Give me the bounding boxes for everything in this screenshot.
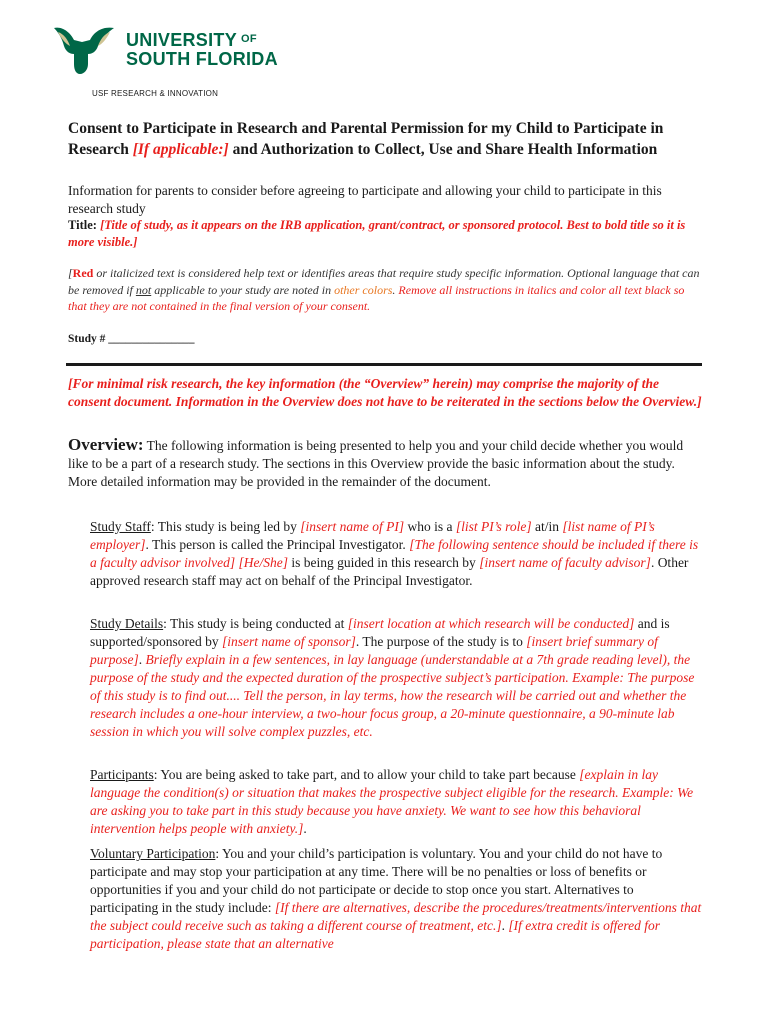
participants-text: : You are being asked to take part, and to allow your child to take part because	[153, 767, 580, 782]
study-title-line	[68, 217, 704, 251]
help-other-colors: other colors	[334, 282, 393, 297]
details-text: : This study is being conducted at	[163, 616, 348, 631]
participants-label: Participants	[90, 767, 154, 782]
voluntary-participation-section	[90, 845, 704, 953]
study-details-section	[90, 615, 704, 741]
study-details-label: Study Details	[90, 616, 164, 631]
usf-logo	[52, 24, 282, 84]
logo-university: UNIVERSITY	[126, 30, 238, 50]
participants-placeholder: [explain in lay language the condition(s) or situation that makes the prospective subject eligible for the research. Example: We are asking you to take part in this study because you have anxiety. We want to see how this behavioral intervention helps people with anxiety.]	[90, 767, 694, 836]
staff-text: is being guided in this research by	[287, 555, 480, 570]
study-number: Study # _______________	[68, 333, 195, 345]
details-placeholder: Briefly explain in a few sentences, in lay language (understandable at a 7th grade reading level), the purpose of the study and the expected duration of the prospective subject’s participation. Example: The purpose of this study is to find out.... Tell the person, in lay terms, how the research will be carried out and whether the research includes a one-hour interview, a two-hour focus group, a 20-minute questionnaire, a 90-minute lab session in which you will solve complex puzzles, etc.	[90, 652, 695, 739]
overview-paragraph	[68, 436, 704, 491]
participants-text: .	[303, 821, 307, 836]
staff-placeholder: [list PI’s role]	[455, 519, 532, 534]
staff-placeholder: [The following sentence should be included if there is a faculty advisor involved] [He/She]	[90, 537, 699, 570]
help-not: not	[135, 282, 152, 297]
help-text-2: applicable to your study are noted in	[151, 282, 335, 297]
details-placeholder: [insert name of sponsor]	[222, 634, 356, 649]
staff-placeholder: [insert name of faculty advisor]	[479, 555, 651, 570]
overview-text: The following information is being presented to help you and your child decide whether you would like to be a part of a research study. The sections in this Overview provide the basic information about the study. More detailed information may be provided in the remainder of the document.	[68, 438, 684, 489]
staff-text: at/in	[531, 519, 563, 534]
document-title	[68, 119, 704, 160]
help-text-1: or italicized text is considered help text or identifies areas that require study specific information. Optional language that can be removed if	[68, 266, 700, 297]
title-help: [Title of study, as it appears on the IRB application, grant/contract, or sponsored protocol. Best to bold title so it is more visible.]	[68, 218, 686, 249]
details-text: . The purpose of the study is to	[355, 634, 527, 649]
staff-placeholder: [list name of PI’s employer]	[90, 519, 655, 552]
university-wordmark	[126, 30, 278, 69]
voluntary-text: : You and your child’s participation is voluntary. You and your child do not have to participate and may stop your participation at any time. There will be no penalties or loss of benefits or opportunities if you and your child do not participate or decide to stop once you start. Alternatives to participating in the study include:	[90, 846, 663, 915]
title-label: Title:	[68, 218, 97, 232]
help-remove-instructions: Remove all instructions in italics and color all text black so that they are not contained in the final version of your consent.	[68, 282, 685, 313]
details-placeholder: [insert brief summary of purpose]	[90, 634, 658, 667]
voluntary-placeholder: [If extra credit is offered for participation, please state that an alternative	[90, 918, 660, 951]
participants-section	[90, 766, 704, 838]
logo-of: OF	[241, 33, 257, 45]
help-text-note	[68, 265, 704, 315]
voluntary-placeholder: [If there are alternatives, describe the procedures/treatments/interventions that the subject could receive such as taking a different course of treatment, etc.]	[90, 900, 702, 933]
help-text-3: .	[392, 282, 399, 297]
intro-paragraph: Information for parents to consider before agreeing to participate and allowing your child to participate in this research study	[68, 183, 662, 216]
title-text-2: and Authorization to Collect, Use and Share Health Information	[228, 140, 658, 158]
title-text-1: Consent to Participate in Research and Parental Permission for my Child to Participate in Research	[68, 120, 664, 158]
bull-horns-icon	[52, 24, 116, 76]
staff-text: . This person is called the Principal Investigator.	[145, 537, 410, 552]
logo-south-florida: SOUTH FLORIDA	[126, 49, 278, 69]
title-applicable: [If applicable:]	[132, 140, 229, 158]
voluntary-label: Voluntary Participation	[90, 846, 216, 861]
logo-subtitle: USF RESEARCH & INNOVATION	[92, 89, 219, 98]
overview-heading: Overview:	[68, 435, 144, 454]
details-text: .	[138, 652, 146, 667]
staff-text: : This study is being led by	[150, 519, 301, 534]
details-placeholder: [insert location at which research will be conducted]	[347, 616, 635, 631]
details-text: and is supported/sponsored by	[90, 616, 670, 649]
help-red-word: Red	[72, 266, 94, 280]
voluntary-text: .	[501, 918, 509, 933]
horizontal-rule	[66, 363, 702, 366]
study-staff-section	[90, 518, 704, 590]
study-staff-label: Study Staff	[90, 519, 151, 534]
staff-text: . Other approved research staff may act on behalf of the Principal Investigator.	[90, 555, 689, 588]
staff-text: who is a	[404, 519, 456, 534]
minimal-risk-note: [For minimal risk research, the key information (the “Overview” herein) may comprise the majority of the consent document. Information in the Overview does not have to be reiterated in the sections below the Overview.]	[68, 376, 702, 409]
help-bracket: [	[68, 266, 73, 280]
staff-placeholder: [insert name of PI]	[300, 519, 405, 534]
